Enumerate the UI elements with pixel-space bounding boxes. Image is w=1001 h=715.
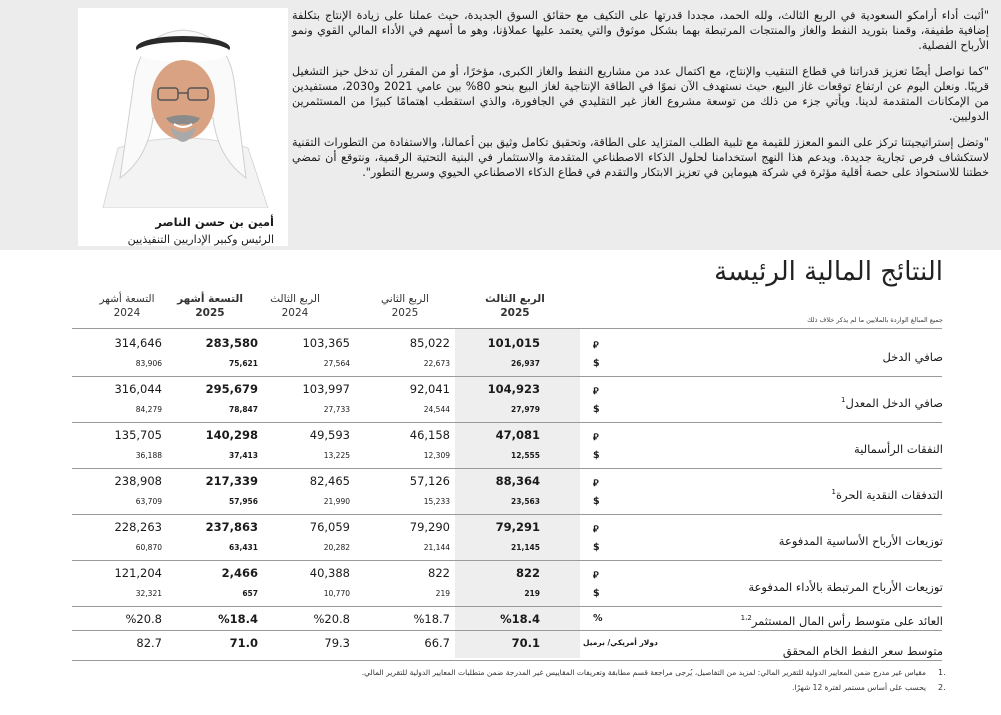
usd-value-cell: 21,145 [511, 543, 540, 552]
row-label-text: توزيعات الأرباح المرتبطة بالأداء المدفوعة [748, 580, 943, 594]
row-rule [72, 422, 942, 423]
usd-value-cell: 24,544 [423, 405, 450, 414]
riyal-symbol: ⃁ [593, 432, 599, 443]
column-header-line1: الربع الثالث [270, 293, 320, 305]
value-cell: 57,126 [409, 474, 450, 488]
row-label-text: صافي الدخل المعدل [845, 396, 943, 410]
value-cell: 92,041 [409, 382, 450, 396]
column-header-year: 2025 [391, 307, 419, 319]
usd-value-cell: 20,282 [323, 543, 350, 552]
usd-value-cell: 63,431 [229, 543, 258, 552]
oil-price-value-cell: 66.7 [424, 636, 450, 650]
executive-photo-card [78, 8, 288, 246]
column-header-year: 2024 [281, 307, 309, 319]
value-cell: 104,923 [487, 382, 540, 396]
value-cell: 40,388 [309, 566, 350, 580]
oil-price-value-cell: 82.7 [136, 636, 162, 650]
riyal-symbol: ⃁ [593, 386, 599, 397]
percent-unit: % [593, 613, 603, 624]
units-note: جميع المبالغ الواردة بالملايين ما لم يذكر خلاف ذلك [807, 316, 943, 324]
usd-value-cell: 21,144 [423, 543, 450, 552]
row-label [841, 396, 943, 410]
row-rule [72, 630, 942, 631]
roace-value-cell: %18.4 [500, 612, 540, 626]
row-label-oil-price [783, 644, 943, 658]
value-cell: 103,365 [302, 336, 350, 350]
oil-price-unit: دولار أمريكي/ برميل [583, 638, 658, 647]
dollar-symbol: $ [593, 450, 600, 461]
usd-value-cell: 23,563 [511, 497, 540, 506]
value-cell: 79,291 [495, 520, 540, 534]
column-header-line1: الربع الثاني [381, 293, 429, 305]
row-rule [72, 514, 942, 515]
dollar-symbol: $ [593, 542, 600, 553]
row-label-text: النفقات الرأسمالية [854, 442, 943, 456]
footnote-rule [72, 660, 942, 661]
row-label [748, 580, 943, 594]
column-header-line1: الربع الثالث [485, 293, 545, 305]
usd-value-cell: 26,937 [511, 359, 540, 368]
riyal-symbol: ⃁ [593, 524, 599, 535]
value-cell: 47,081 [495, 428, 540, 442]
dollar-symbol: $ [593, 358, 600, 369]
usd-value-cell: 13,225 [323, 451, 350, 460]
footnote-text: يحسب على أساس مستمر لفترة 12 شهرًا. [791, 683, 926, 692]
row-rule [72, 468, 942, 469]
value-cell: 82,465 [309, 474, 350, 488]
footnote-marker: 1،2 [740, 614, 752, 623]
oil-price-value-cell: 71.0 [229, 636, 258, 650]
row-rule [72, 606, 942, 607]
row-label-text: التدفقات النقدية الحرة [835, 488, 943, 502]
value-cell: 103,997 [302, 382, 350, 396]
value-cell: 822 [515, 566, 540, 580]
highlighted-column-shade [455, 328, 580, 658]
row-label [882, 350, 943, 364]
value-cell: 228,263 [114, 520, 162, 534]
section-title: النتائج المالية الرئيسة [714, 257, 943, 287]
value-cell: 314,646 [114, 336, 162, 350]
row-rule [72, 560, 942, 561]
usd-value-cell: 12,555 [511, 451, 540, 460]
dollar-symbol: $ [593, 496, 600, 507]
row-label-text: توزيعات الأرباح الأساسية المدفوعة [778, 534, 943, 548]
quote-panel [0, 0, 1001, 250]
riyal-symbol: ⃁ [593, 570, 599, 581]
column-header-year: 2024 [113, 307, 141, 319]
value-cell: 88,364 [495, 474, 540, 488]
oil-price-value-cell: 79.3 [324, 636, 350, 650]
value-cell: 76,059 [309, 520, 350, 534]
usd-value-cell: 78,847 [229, 405, 258, 414]
usd-value-cell: 219 [524, 589, 540, 598]
quote-paragraph-1: "أثبت أداء أرامكو السعودية في الربع الثالث، ولله الحمد، مجددا قدرتها على التكيف مع حقائق السوق الجديدة، حيث عملنا على زيادة الإنتاج بتكلفة إضافية طفيفة، وقمنا بتوريد النفط والغاز والمنتجات المرتبطة بهما بشكل موثوق والتي يعتمد عليها عملاؤنا، وهو ما أسهم في الأداء المالي القوي ونمو الأرباح الفصلية. [292, 9, 989, 52]
usd-value-cell: 27,979 [511, 405, 540, 414]
ceo-quote [292, 8, 989, 191]
column-header-year: 2025 [500, 307, 530, 319]
roace-value-cell: %20.8 [313, 612, 350, 626]
column-header-q3-2025 [460, 292, 570, 320]
value-cell: 46,158 [409, 428, 450, 442]
value-cell: 79,290 [409, 520, 450, 534]
value-cell: 140,298 [205, 428, 258, 442]
value-cell: 101,015 [487, 336, 540, 350]
value-cell: 822 [428, 566, 450, 580]
riyal-symbol: ⃁ [593, 340, 599, 351]
value-cell: 2,466 [221, 566, 258, 580]
column-header-line1: التسعة أشهر [99, 293, 155, 305]
usd-value-cell: 21,990 [323, 497, 350, 506]
usd-value-cell: 36,188 [135, 451, 162, 460]
usd-value-cell: 657 [242, 589, 258, 598]
row-label [831, 488, 943, 502]
row-label-roace [741, 614, 943, 628]
executive-name: أمين بن حسن الناصر [155, 215, 274, 229]
riyal-symbol: ⃁ [593, 478, 599, 489]
dollar-symbol: $ [593, 588, 600, 599]
column-header-q2-2025 [350, 292, 460, 320]
quote-paragraph-3: "وتضل إستراتيجيتنا تركز على النمو المعزز للقيمة مع تلبية الطلب المتزايد على الطاقة، وتحقيق تكامل وثيق بين أعمالنا، والاستفادة من التطورات التقنية لاستكشاف فرص تجارية جديدة. ويدعم هذا النهج استخدامنا لحلول الذكاء الاصطناعي المتقدمة والاستثمار في البنية التحتية الرقمية، ونتوقع أن تمضي خطتنا للاستحواذ على حصة أقلية مؤثرة في شركة هيوماين في تعزيز الابتكار والتقدم في قطاع الذكاء الاصطناعي الحيوي وسريع التطور". [292, 136, 989, 179]
row-label-text: صافي الدخل [882, 350, 943, 364]
usd-value-cell: 10,770 [323, 589, 350, 598]
roace-value-cell: %18.4 [218, 612, 258, 626]
footnote-text: مقياس غير مدرج ضمن المعايير الدولية للتقرير المالي: لمزيد من التفاصيل، يُرجى مراجعة قسم مطابقة وتعريفات المقاييس غير المدرجة ضمن متطلبات المعايير الدولية للتقرير المالي. [361, 668, 926, 677]
footnote-number: 1. [938, 668, 946, 677]
value-cell: 295,679 [205, 382, 258, 396]
value-cell: 217,339 [205, 474, 258, 488]
usd-value-cell: 32,321 [135, 589, 162, 598]
usd-value-cell: 83,906 [135, 359, 162, 368]
usd-value-cell: 60,870 [135, 543, 162, 552]
footnote-marker: 1 [841, 396, 846, 405]
quote-paragraph-2: "كما نواصل أيضًا تعزيز قدراتنا في قطاع التنقيب والإنتاج، مع اكتمال عدد من مشاريع النفط والغاز الكبرى، مؤخرًا، أو من المقرر أن تدخل حيز التشغيل قريبًا. ونعلن اليوم عن ارتفاع توقعات غاز البيع، حيث نستهدف الآن نموًا في الطاقة الإنتاجية لغاز البيع بنحو 80% بين عامي 2021 و2030، مستفيدين من الإمكانات المتقدمة لدينا. ويأتي جزء من ذلك من توسعة مشروع الغاز غير التقليدي في الجافورة، والذي استقطب اهتمامًا كبيرًا من المستثمرين الدوليين. [292, 65, 989, 123]
value-cell: 283,580 [205, 336, 258, 350]
footnote-number: 2. [938, 683, 946, 692]
usd-value-cell: 22,673 [423, 359, 450, 368]
usd-value-cell: 219 [435, 589, 450, 598]
usd-value-cell: 75,621 [229, 359, 258, 368]
value-cell: 316,044 [114, 382, 162, 396]
value-cell: 85,022 [409, 336, 450, 350]
row-label-text: العائد على متوسط رأس المال المستثمر [751, 614, 943, 628]
row-label [779, 534, 943, 548]
usd-value-cell: 27,733 [323, 405, 350, 414]
value-cell: 121,204 [114, 566, 162, 580]
footnote-marker: 1 [831, 488, 836, 497]
value-cell: 135,705 [114, 428, 162, 442]
usd-value-cell: 12,309 [423, 451, 450, 460]
value-cell: 49,593 [309, 428, 350, 442]
header-rule [72, 328, 942, 329]
usd-value-cell: 37,413 [229, 451, 258, 460]
roace-value-cell: %20.8 [125, 612, 162, 626]
column-header-9m-2024 [72, 292, 182, 320]
usd-value-cell: 84,279 [135, 405, 162, 414]
row-label [854, 442, 943, 456]
column-header-year: 2025 [195, 307, 225, 319]
executive-title: الرئيس وكبير الإداريين التنفيذيين [127, 233, 274, 246]
roace-value-cell: %18.7 [413, 612, 450, 626]
usd-value-cell: 57,956 [229, 497, 258, 506]
usd-value-cell: 63,709 [135, 497, 162, 506]
value-cell: 237,863 [205, 520, 258, 534]
row-label-text: متوسط سعر النفط الخام المحقق [782, 644, 943, 658]
oil-price-value-cell: 70.1 [511, 636, 540, 650]
value-cell: 238,908 [114, 474, 162, 488]
dollar-symbol: $ [593, 404, 600, 415]
usd-value-cell: 27,564 [323, 359, 350, 368]
usd-value-cell: 15,233 [423, 497, 450, 506]
row-rule [72, 376, 942, 377]
executive-portrait [78, 8, 288, 208]
column-header-line1: التسعة أشهر [177, 293, 243, 305]
